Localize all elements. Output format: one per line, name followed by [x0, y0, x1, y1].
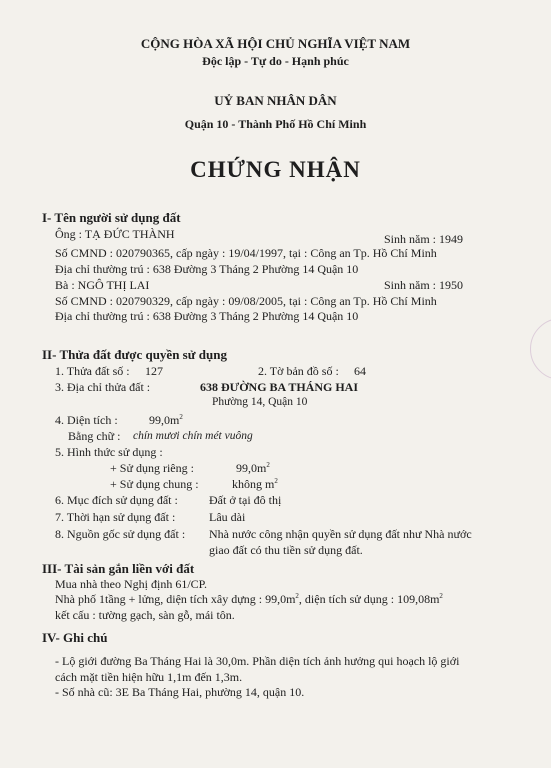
- person1-id: Số CMND : 020790365, cấp ngày : 19/04/1997, tại : Công an Tp. Hồ Chí Minh: [55, 246, 437, 260]
- purpose-label: 6. Mục đích sử dụng đất :: [55, 493, 178, 507]
- authority: UỶ BAN NHÂN DÂN: [214, 93, 337, 108]
- person2-id: Số CMND : 020790329, cấp ngày : 09/08/2005, tại : Công an Tp. Hồ Chí Minh: [55, 294, 437, 308]
- assets-line3: kết cấu : tường gạch, sàn gỗ, mái tôn.: [55, 608, 235, 622]
- common-use-label: + Sử dụng chung :: [110, 477, 199, 491]
- term-label: 7. Thời hạn sử dụng đất :: [55, 510, 176, 524]
- address-ward: Phường 14, Quận 10: [212, 396, 308, 408]
- note2: - Số nhà cũ: 3E Ba Tháng Hai, phường 14, quận 10.: [55, 685, 305, 699]
- area-words-label: Bằng chữ :: [68, 429, 121, 443]
- origin-label: 8. Nguồn gốc sử dụng đất :: [55, 527, 186, 541]
- map-label: 2. Tờ bản đồ số :: [258, 364, 339, 378]
- area-value: $99,0m^2$: [149, 413, 183, 427]
- map-number: 64: [354, 364, 366, 378]
- purpose-value: Đất ở tại đô thị: [209, 493, 282, 507]
- person2-name: Bà : NGÔ THỊ LAI: [55, 278, 150, 292]
- address-value: 638 ĐƯỜNG BA THÁNG HAI: [200, 380, 359, 394]
- term-value: Lâu dài: [209, 510, 246, 524]
- private-use-label: + Sử dụng riêng :: [110, 461, 194, 475]
- stamp-mark: [530, 318, 551, 380]
- assets-line2: Nhà phố 1tầng + lửng, diện tích xây dựng : $99,0m^2$, diện tích sử dụng : $109,08m^2$: [55, 592, 443, 606]
- district: Quận 10 - Thành Phố Hồ Chí Minh: [184, 117, 367, 131]
- section-2-heading: II- Thửa đất được quyền sử dụng: [42, 347, 227, 362]
- area-words-value: chín mươi chín mét vuông: [133, 430, 253, 442]
- person1-address: Địa chỉ thường trú : 638 Đường 3 Tháng 2 Phường 14 Quận 10: [55, 262, 359, 276]
- common-use-value: không $m^2$: [232, 477, 278, 491]
- note1-line1: - Lộ giới đường Ba Tháng Hai là 30,0m. Phần diện tích ảnh hưởng qui hoạch lộ giới: [55, 654, 460, 668]
- parcel-number: 127: [145, 364, 163, 378]
- section-1-heading: I- Tên người sử dụng đất: [42, 210, 181, 225]
- origin-value-line1: Nhà nước công nhận quyền sử dụng đất như Nhà nước: [209, 527, 472, 541]
- assets-line1: Mua nhà theo Nghị định 61/CP.: [55, 577, 207, 591]
- motto: Độc lập - Tự do - Hạnh phúc: [202, 54, 349, 68]
- person1-name: Ông : TẠ ĐỨC THÀNH: [55, 227, 175, 241]
- person2-birth: Sinh năm : 1950: [384, 278, 464, 292]
- person1-birth: Sinh năm : 1949: [384, 232, 464, 246]
- area-label: 4. Diện tích :: [55, 413, 118, 427]
- section-4-heading: IV- Ghi chú: [42, 630, 108, 645]
- republic-heading: CỘNG HÒA XÃ HỘI CHỦ NGHĨA VIỆT NAM: [140, 36, 411, 51]
- usage-form-label: 5. Hình thức sử dụng :: [55, 445, 163, 459]
- person2-address: Địa chỉ thường trú : 638 Đường 3 Tháng 2 Phường 14 Quận 10: [55, 309, 359, 323]
- address-label: 3. Địa chỉ thửa đất :: [55, 380, 151, 394]
- page-title: CHỨNG NHẬN: [190, 157, 361, 182]
- parcel-label: 1. Thửa đất số :: [55, 364, 130, 378]
- origin-value-line2: giao đất có thu tiền sử dụng đất.: [209, 543, 363, 557]
- note1-line2: cách mặt tiền hiện hữu 1,1m đến 1,3m.: [55, 670, 243, 684]
- private-use-value: $99,0m^2$: [236, 461, 270, 475]
- section-3-heading: III- Tài sản gắn liền với đất: [42, 561, 195, 576]
